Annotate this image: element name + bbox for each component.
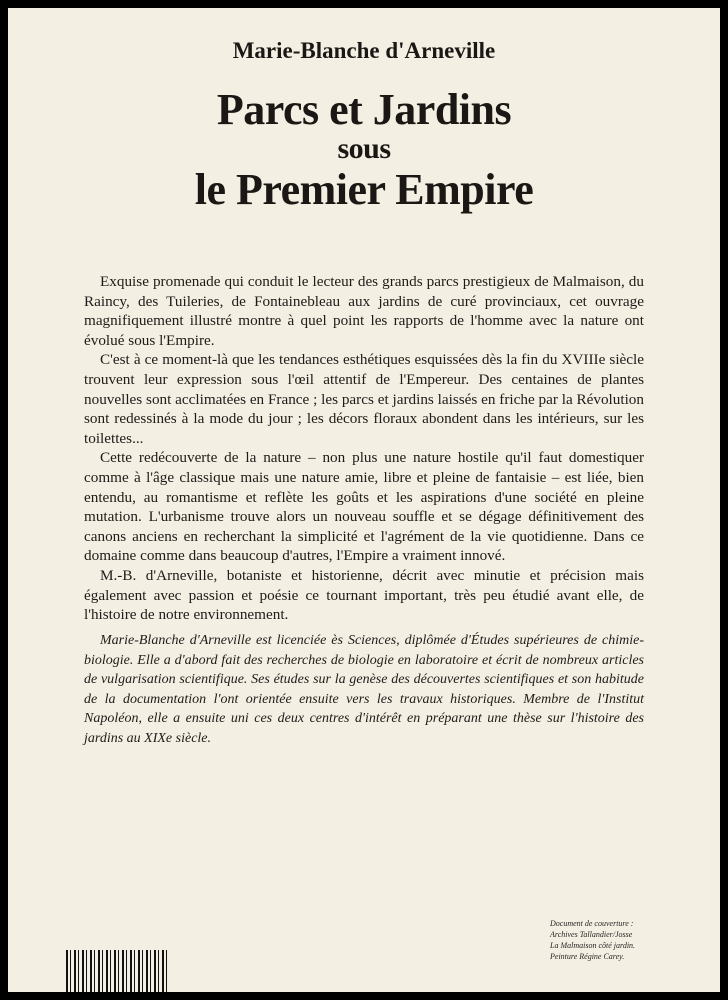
author-bio: Marie-Blanche d'Arneville est licenciée ès Sciences, diplômée d'Études supérieures de chimie-biologie. Elle a d'abord fait des recherches de biologie en laboratoire et écrit de nombreux articles de vulgarisation scientifique. Ses études sur la genèse des découvertes scientifiques et son habitude de la documentation l'ont orientée ensuite vers les travaux historiques. Membre de l'Institut Napoléon, elle a ensuite uni ces deux centres d'intérêt en préparant une thèse sur l'histoire des jardins au XIXe siècle. [84,633,644,746]
credit-line: Archives Tallandier/Josse [550,930,633,939]
blurb [84,272,644,625]
credit-line: Peinture Régine Carey. [550,952,625,961]
back-cover [8,8,720,992]
blurb-paragraph: M.-B. d'Arneville, botaniste et historienne, décrit avec minutie et précision mais également avec passion et poésie ce tournant important, très peu étudié avant elle, de l'histoire de notre environnement. [84,566,644,624]
credit-line: Document de couverture : [550,919,634,928]
title-line-1: Parcs et Jardins [216,85,512,134]
title-line-2: sous [337,132,391,165]
title-line-3: le Premier Empire [194,165,534,214]
credit-line: La Malmaison côté jardin. [550,941,636,950]
blurb-paragraph: Cette redécouverte de la nature – non plus une nature hostile qu'il faut domestiquer comme à l'âge classique mais une nature amie, libre et pleine de fantaisie – est liée, bien entendu, au romantisme et reflète les goûts et les aspirations d'une société en pleine mutation. L'urbanisme trouve alors un nouveau souffle et se dégage définitivement des canons anciens en recherchant la simplicité et l'agrément de la vie quotidienne. Dans ce domaine comme dans beaucoup d'autres, l'Empire a vraiment innové. [84,449,644,565]
author-name: Marie-Blanche d'Arneville [232,38,496,63]
cover-credit [550,918,660,962]
barcode [66,950,170,992]
blurb-paragraph: C'est à ce moment-là que les tendances esthétiques esquissées dès la fin du XVIIIe siècle trouvent leur expression sous l'œil attentif de l'Empereur. Des centaines de plantes nouvelles sont acclimatées en France ; les parcs et jardins laissés en friche par la Révolution sont redessinés à la mode du jour ; les décors floraux abondent dans les intérieurs, sur les toilettes... [84,351,644,447]
blurb-paragraph: Exquise promenade qui conduit le lecteur des grands parcs prestigieux de Malmaison, du Raincy, des Tuileries, de Fontainebleau aux jardins de curé provinciaux, cet ouvrage magnifiquement illustré montre à quel point les rapports de l'homme avec la nature ont évolué sous l'Empire. [84,273,644,349]
